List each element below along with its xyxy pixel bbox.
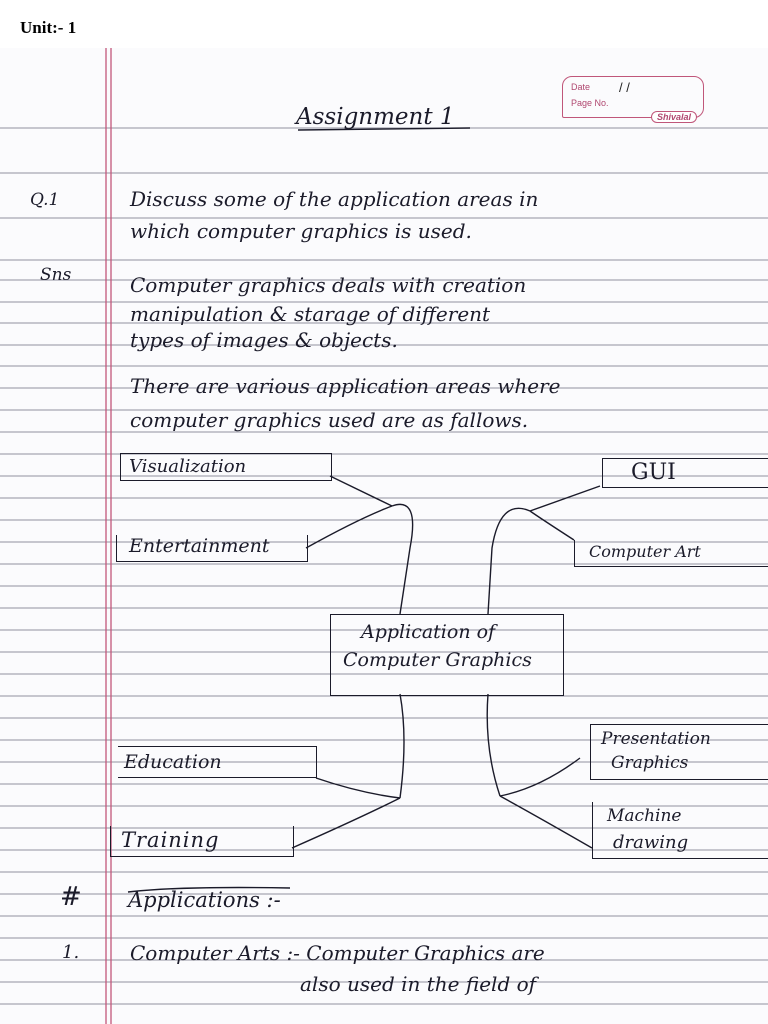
applications-heading: Applications :- (128, 888, 281, 912)
date-label: Date (571, 82, 591, 92)
node-label: Computer Art (589, 542, 701, 561)
page-number-label: Page No. (571, 98, 609, 108)
center-node (330, 614, 564, 696)
node-label: Entertainment (129, 535, 270, 557)
center-node-line-2: Computer Graphics (343, 649, 532, 671)
answer-line-4: There are various application areas where (130, 374, 561, 398)
answer-line-1: Computer graphics deals with creation (130, 273, 527, 297)
date-slashes: / / (619, 80, 630, 95)
node-computer-art (574, 540, 768, 567)
point-1-line-2: also used in the field of (300, 972, 537, 996)
brand-logo: Shivalal (651, 111, 697, 123)
node-entertainment (116, 535, 308, 562)
question-line-2: which computer graphics is used. (130, 219, 472, 243)
answer-label: Sns (40, 265, 72, 285)
assignment-title: Assignment 1 (296, 104, 455, 130)
node-training (110, 826, 294, 857)
applications-marker: # (60, 882, 82, 912)
node-label: drawing (613, 832, 689, 853)
question-line-1: Discuss some of the application areas in (130, 187, 539, 211)
notebook-page (0, 48, 768, 1024)
node-label: Education (124, 751, 222, 773)
answer-line-2: manipulation & starage of different (130, 302, 491, 326)
point-1-line-1: Computer Arts :- Computer Graphics are (130, 941, 545, 965)
node-label: Visualization (129, 456, 247, 477)
node-education (118, 746, 317, 778)
answer-line-3: types of images & objects. (130, 328, 398, 352)
answer-line-5: computer graphics used are as fallows. (130, 408, 529, 432)
point-1-number: 1. (62, 942, 80, 963)
node-label: Presentation (601, 729, 711, 749)
node-visualization (120, 453, 332, 481)
node-label: Machine (607, 806, 682, 826)
node-label: Training (121, 828, 220, 852)
question-number: Q.1 (30, 190, 60, 210)
node-presentation-graphics (590, 724, 768, 780)
unit-heading: Unit:- 1 (20, 18, 77, 37)
node-label: Graphics (611, 753, 689, 773)
node-machine-drawing (592, 802, 768, 859)
center-node-line-1: Application of (361, 621, 496, 643)
node-label: GUI (631, 460, 676, 485)
node-gui (602, 458, 768, 488)
date-page-stamp (562, 76, 704, 122)
